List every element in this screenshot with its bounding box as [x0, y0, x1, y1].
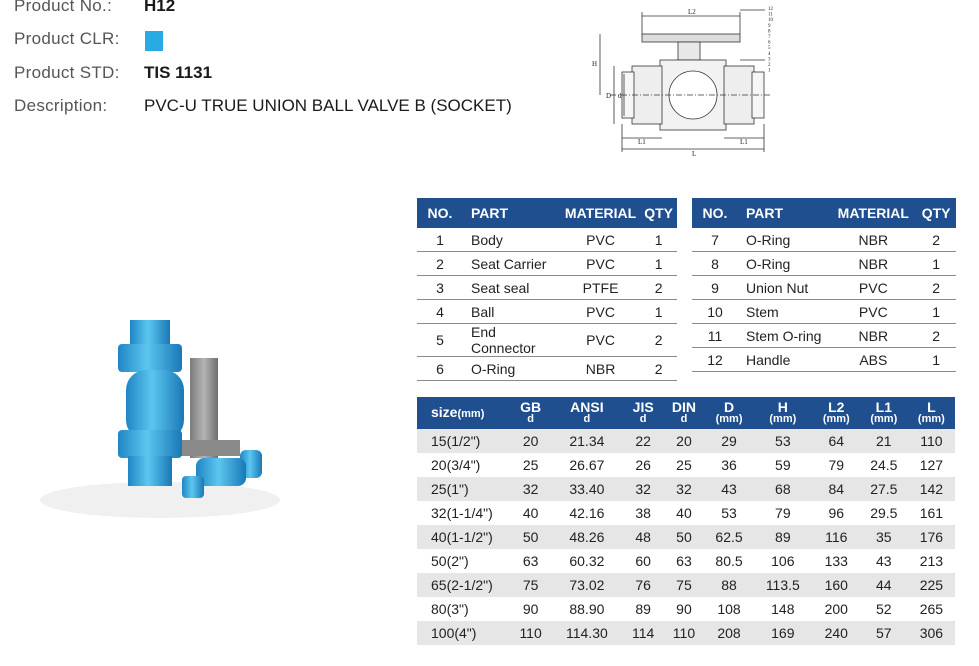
drawing-callout: 10: [768, 18, 773, 24]
size-cell: 36: [705, 453, 753, 477]
header-size-label: size: [431, 404, 458, 420]
size-cell: 25: [511, 453, 550, 477]
parts-cell-material: NBR: [561, 357, 640, 381]
size-cell: 32: [511, 477, 550, 501]
header-col-sub: (mm): [870, 413, 898, 425]
description-label: Description:: [14, 96, 108, 115]
size-cell: 84: [813, 477, 860, 501]
header-col: [860, 397, 908, 429]
size-cell: 75: [511, 573, 550, 597]
parts-cell-qty: 2: [640, 276, 677, 300]
description-row: [14, 96, 512, 116]
size-table: [417, 397, 955, 645]
size-cell: 133: [813, 549, 860, 573]
parts-row: [692, 324, 956, 348]
size-cell: 68: [753, 477, 813, 501]
parts-table-header: [417, 198, 677, 228]
size-cell-size: 80(3"): [417, 597, 511, 621]
size-cell-size: 20(3/4"): [417, 453, 511, 477]
parts-cell-qty: 2: [916, 228, 956, 252]
size-cell-size: 32(1-1/4"): [417, 501, 511, 525]
technical-drawing: [580, 4, 780, 158]
size-cell: 29: [705, 429, 753, 453]
header-size-unit: (mm): [457, 408, 485, 420]
parts-cell-part: Seat Carrier: [463, 252, 561, 276]
size-cell: 89: [624, 597, 663, 621]
size-cell: 89: [753, 525, 813, 549]
size-cell: 48: [624, 525, 663, 549]
size-cell: 25: [663, 453, 705, 477]
size-cell: 90: [663, 597, 705, 621]
header-size: [417, 397, 511, 429]
size-cell: 38: [624, 501, 663, 525]
size-row: [417, 477, 955, 501]
size-cell: 21.34: [550, 429, 623, 453]
product-image: [0, 300, 290, 525]
size-cell: 32: [663, 477, 705, 501]
size-cell: 110: [511, 621, 550, 645]
size-cell-size: 65(2-1/2"): [417, 573, 511, 597]
size-cell: 142: [908, 477, 955, 501]
size-cell: 90: [511, 597, 550, 621]
header-col: [813, 397, 860, 429]
size-row: [417, 621, 955, 645]
parts-table-left: [417, 198, 677, 381]
size-cell: 52: [860, 597, 908, 621]
parts-row: [417, 300, 677, 324]
parts-cell-material: PVC: [561, 228, 640, 252]
header-col-sub: (mm): [917, 413, 945, 425]
header-col-main: JIS: [632, 399, 654, 415]
product-no-row: [14, 0, 176, 16]
parts-cell-qty: 2: [916, 324, 956, 348]
parts-row: [417, 357, 677, 381]
size-cell: 116: [813, 525, 860, 549]
size-cell: 32: [624, 477, 663, 501]
size-cell: 240: [813, 621, 860, 645]
parts-cell-no: 5: [417, 324, 463, 357]
product-std-label: Product STD:: [14, 63, 120, 82]
header-col-main: D: [723, 399, 735, 415]
parts-cell-part: Seat seal: [463, 276, 561, 300]
size-cell: 79: [753, 501, 813, 525]
drawing-callout: 8: [768, 29, 771, 35]
header-no: NO.: [692, 198, 738, 228]
drawing-callout: 12: [768, 7, 773, 12]
size-cell: 33.40: [550, 477, 623, 501]
parts-cell-qty: 2: [640, 324, 677, 357]
size-row: [417, 597, 955, 621]
size-cell: 35: [860, 525, 908, 549]
size-cell: 127: [908, 453, 955, 477]
size-cell: 160: [813, 573, 860, 597]
size-cell-size: 15(1/2"): [417, 429, 511, 453]
drawing-label-d-upper: D: [606, 92, 612, 100]
size-cell: 169: [753, 621, 813, 645]
size-cell: 50: [511, 525, 550, 549]
header-col-main: L1: [875, 399, 892, 415]
size-cell: 306: [908, 621, 955, 645]
size-row: [417, 453, 955, 477]
size-cell: 27.5: [860, 477, 908, 501]
parts-cell-material: NBR: [830, 252, 916, 276]
header-col-sub: (mm): [822, 413, 850, 425]
size-cell: 200: [813, 597, 860, 621]
header-col-main: H: [777, 399, 788, 415]
size-cell: 108: [705, 597, 753, 621]
size-cell: 53: [705, 501, 753, 525]
parts-cell-no: 9: [692, 276, 738, 300]
drawing-callout: 4: [768, 51, 771, 57]
size-cell-size: 25(1"): [417, 477, 511, 501]
product-no-label: Product No.:: [14, 0, 113, 15]
header-col-main: L: [927, 399, 936, 415]
parts-cell-no: 11: [692, 324, 738, 348]
size-cell: 21: [860, 429, 908, 453]
size-cell: 96: [813, 501, 860, 525]
size-row: [417, 501, 955, 525]
parts-cell-material: PVC: [561, 252, 640, 276]
size-cell-size: 100(4"): [417, 621, 511, 645]
header-col-main: ANSI: [570, 399, 604, 415]
size-cell: 80.5: [705, 549, 753, 573]
size-cell: 60.32: [550, 549, 623, 573]
parts-cell-qty: 1: [640, 228, 677, 252]
drawing-callout: 5: [768, 46, 771, 52]
drawing-label-l: L: [692, 150, 697, 158]
size-cell: 57: [860, 621, 908, 645]
parts-row: [692, 276, 956, 300]
size-cell: 20: [511, 429, 550, 453]
parts-cell-material: NBR: [830, 228, 916, 252]
size-cell: 63: [663, 549, 705, 573]
parts-cell-qty: 2: [916, 276, 956, 300]
parts-row: [417, 252, 677, 276]
size-cell: 161: [908, 501, 955, 525]
product-clr-label: Product CLR:: [14, 29, 120, 48]
size-cell: 43: [860, 549, 908, 573]
drawing-callout: 6: [768, 40, 771, 46]
parts-cell-no: 6: [417, 357, 463, 381]
parts-row: [692, 228, 956, 252]
size-cell: 148: [753, 597, 813, 621]
header-col: [705, 397, 753, 429]
size-cell: 24.5: [860, 453, 908, 477]
size-cell: 265: [908, 597, 955, 621]
header-qty: QTY: [640, 198, 677, 228]
size-cell: 88.90: [550, 597, 623, 621]
size-table-header: [417, 397, 955, 429]
description-value: PVC-U TRUE UNION BALL VALVE B (SOCKET): [144, 96, 512, 115]
parts-cell-part: Handle: [738, 348, 830, 372]
header-material: MATERIAL: [561, 198, 640, 228]
product-std-value: TIS 1131: [144, 63, 213, 82]
header-col-sub: d: [680, 413, 688, 425]
size-cell: 53: [753, 429, 813, 453]
parts-cell-part: O-Ring: [738, 228, 830, 252]
parts-cell-no: 10: [692, 300, 738, 324]
drawing-callout: 7: [768, 35, 771, 40]
color-swatch: [145, 31, 163, 51]
size-cell-size: 50(2"): [417, 549, 511, 573]
size-row: [417, 549, 955, 573]
header-col-main: GB: [520, 399, 542, 415]
parts-cell-qty: 1: [916, 300, 956, 324]
parts-cell-part: Body: [463, 228, 561, 252]
header-col-sub: d: [639, 413, 647, 425]
size-cell: 208: [705, 621, 753, 645]
size-cell: 50: [663, 525, 705, 549]
parts-cell-qty: 1: [640, 300, 677, 324]
size-cell: 110: [908, 429, 955, 453]
header-col: [624, 397, 663, 429]
size-cell: 22: [624, 429, 663, 453]
header-col: [753, 397, 813, 429]
parts-table-right: [692, 198, 956, 372]
parts-cell-part: Union Nut: [738, 276, 830, 300]
parts-row: [692, 300, 956, 324]
parts-cell-material: PVC: [830, 276, 916, 300]
size-cell: 26.67: [550, 453, 623, 477]
parts-row: [417, 324, 677, 357]
size-cell: 113.5: [753, 573, 813, 597]
parts-cell-no: 4: [417, 300, 463, 324]
header-col-sub: d: [527, 413, 534, 425]
header-part: PART: [463, 198, 561, 228]
size-cell: 48.26: [550, 525, 623, 549]
parts-cell-part: Stem O-ring: [738, 324, 830, 348]
size-cell: 59: [753, 453, 813, 477]
parts-cell-part: Stem: [738, 300, 830, 324]
parts-row: [692, 252, 956, 276]
parts-cell-material: ABS: [830, 348, 916, 372]
drawing-callout: 9: [768, 23, 771, 29]
header-part: PART: [738, 198, 830, 228]
size-cell: 44: [860, 573, 908, 597]
header-col: [550, 397, 623, 429]
parts-cell-material: PVC: [561, 324, 640, 357]
parts-cell-no: 1: [417, 228, 463, 252]
parts-row: [417, 228, 677, 252]
header-col-sub: d: [583, 413, 591, 425]
size-cell: 75: [663, 573, 705, 597]
size-cell: 43: [705, 477, 753, 501]
header-col: [908, 397, 955, 429]
parts-cell-no: 8: [692, 252, 738, 276]
header-col-sub: (mm): [715, 413, 743, 425]
header-no: NO.: [417, 198, 463, 228]
size-row: [417, 525, 955, 549]
drawing-label-d-lower: d: [618, 92, 622, 100]
size-cell: 110: [663, 621, 705, 645]
size-cell: 106: [753, 549, 813, 573]
size-cell: 40: [663, 501, 705, 525]
size-cell: 20: [663, 429, 705, 453]
parts-cell-no: 12: [692, 348, 738, 372]
parts-row: [692, 348, 956, 372]
header-material: MATERIAL: [830, 198, 916, 228]
drawing-callout: 2: [768, 63, 771, 68]
parts-row: [417, 276, 677, 300]
size-cell: 64: [813, 429, 860, 453]
parts-cell-part: O-Ring: [738, 252, 830, 276]
parts-cell-qty: 1: [916, 348, 956, 372]
size-row: [417, 429, 955, 453]
header-col: [511, 397, 550, 429]
size-cell: 225: [908, 573, 955, 597]
parts-cell-part: Ball: [463, 300, 561, 324]
parts-cell-part: O-Ring: [463, 357, 561, 381]
size-cell: 42.16: [550, 501, 623, 525]
size-cell: 176: [908, 525, 955, 549]
header-col-main: DIN: [671, 399, 696, 415]
header-col-main: L2: [828, 399, 845, 415]
drawing-callout: 11: [768, 12, 773, 18]
parts-cell-no: 3: [417, 276, 463, 300]
size-cell: 213: [908, 549, 955, 573]
size-cell: 114.30: [550, 621, 623, 645]
parts-cell-material: NBR: [830, 324, 916, 348]
drawing-label-h: H: [592, 60, 598, 68]
size-cell: 76: [624, 573, 663, 597]
drawing-label-l1-left: L1: [638, 138, 646, 146]
parts-cell-material: PVC: [830, 300, 916, 324]
size-cell: 60: [624, 549, 663, 573]
parts-cell-part: End Connector: [463, 324, 561, 357]
header-col-sub: (mm): [769, 413, 797, 425]
drawing-callout: 3: [768, 57, 771, 63]
size-cell: 73.02: [550, 573, 623, 597]
parts-cell-material: PVC: [561, 300, 640, 324]
size-cell: 26: [624, 453, 663, 477]
parts-table-header: [692, 198, 956, 228]
size-cell: 88: [705, 573, 753, 597]
drawing-label-l2: L2: [688, 8, 696, 16]
size-cell: 79: [813, 453, 860, 477]
size-cell: 62.5: [705, 525, 753, 549]
size-cell: 114: [624, 621, 663, 645]
parts-cell-qty: 1: [640, 252, 677, 276]
drawing-label-l1-right: L1: [740, 138, 748, 146]
size-cell: 63: [511, 549, 550, 573]
parts-cell-no: 2: [417, 252, 463, 276]
parts-cell-qty: 2: [640, 357, 677, 381]
header-col: [663, 397, 705, 429]
drawing-callout: 1: [768, 68, 771, 74]
size-cell: 29.5: [860, 501, 908, 525]
product-clr-row: [14, 29, 120, 49]
product-std-row: [14, 63, 213, 83]
size-cell: 40: [511, 501, 550, 525]
parts-cell-qty: 1: [916, 252, 956, 276]
size-cell-size: 40(1-1/2"): [417, 525, 511, 549]
parts-cell-no: 7: [692, 228, 738, 252]
header-qty: QTY: [916, 198, 956, 228]
parts-cell-material: PTFE: [561, 276, 640, 300]
product-no-value: H12: [144, 0, 176, 15]
size-row: [417, 573, 955, 597]
